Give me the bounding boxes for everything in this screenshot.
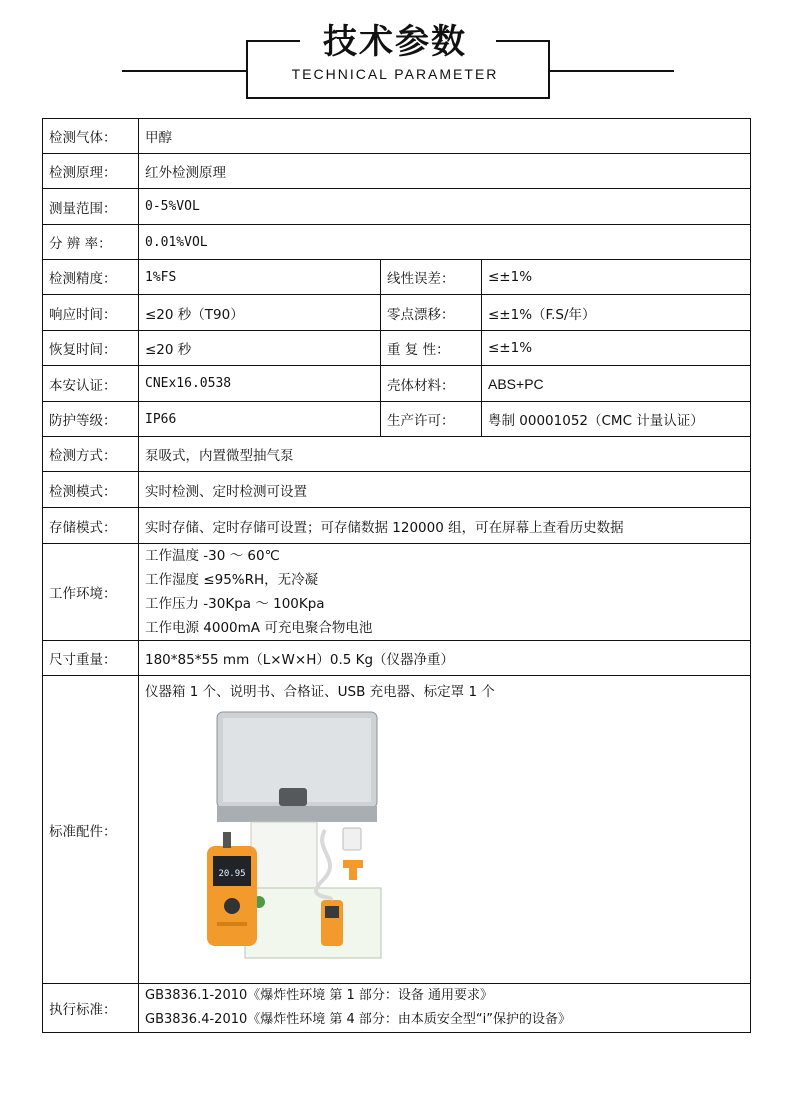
row-label: 响应时间： bbox=[43, 295, 139, 331]
frame-bottom bbox=[246, 97, 550, 99]
row-value: 0-5%VOL bbox=[139, 189, 751, 225]
row-value bbox=[139, 544, 751, 641]
row-value-2: ≤±1%（F.S/年） bbox=[482, 295, 751, 331]
row-label-2: 生产许可： bbox=[381, 402, 482, 437]
table-row bbox=[43, 508, 751, 544]
row-label: 分 辨 率： bbox=[43, 225, 139, 260]
detector-reading: 20.95 bbox=[218, 869, 246, 879]
row-value: ≤20 秒（T90） bbox=[139, 295, 381, 331]
table-row bbox=[43, 260, 751, 295]
row-value-2: ≤±1% bbox=[482, 331, 751, 366]
row-value: 甲醇 bbox=[139, 119, 751, 154]
table-row bbox=[43, 676, 751, 984]
page-subtitle: TECHNICAL PARAMETER bbox=[291, 66, 499, 82]
row-label: 检测精度： bbox=[43, 260, 139, 295]
standard-line: GB3836.4-2010《爆炸性环境 第 4 部分：由本质安全型“i”保护的设备》 bbox=[145, 1012, 572, 1027]
table-row bbox=[43, 641, 751, 676]
booklet-device-screen bbox=[325, 906, 339, 918]
row-value: 泵吸式，内置微型抽气泵 bbox=[139, 437, 751, 472]
row-label: 检测模式： bbox=[43, 472, 139, 508]
env-line: 工作电源 4000mA 可充电聚合物电池 bbox=[145, 620, 373, 636]
row-label: 测量范围： bbox=[43, 189, 139, 225]
spec-table bbox=[42, 118, 751, 1033]
env-line: 工作温度 -30 ～ 60℃ bbox=[145, 548, 280, 564]
row-value: CNEx16.0538 bbox=[139, 366, 381, 402]
row-label: 防护等级： bbox=[43, 402, 139, 437]
env-line: 工作压力 -30Kpa ～ 100Kpa bbox=[145, 596, 325, 612]
row-label: 标准配件： bbox=[43, 676, 139, 984]
row-value: 0.01%VOL bbox=[139, 225, 751, 260]
table-row bbox=[43, 225, 751, 260]
table-row bbox=[43, 295, 751, 331]
row-label: 检测方式： bbox=[43, 437, 139, 472]
row-label-2: 壳体材料： bbox=[381, 366, 482, 402]
row-value: 180*85*55 mm（L×W×H）0.5 Kg（仪器净重） bbox=[139, 641, 751, 676]
product-kit-image bbox=[203, 710, 503, 970]
env-line: 工作湿度 ≤95%RH，无冷凝 bbox=[145, 572, 319, 588]
table-row bbox=[43, 437, 751, 472]
row-label: 尺寸重量： bbox=[43, 641, 139, 676]
row-label: 存储模式： bbox=[43, 508, 139, 544]
row-label-2: 零点漂移： bbox=[381, 295, 482, 331]
page-title: 技术参数 bbox=[323, 22, 467, 62]
row-value-2: ABS+PC bbox=[482, 366, 751, 402]
table-row bbox=[43, 544, 751, 641]
table-row bbox=[43, 119, 751, 154]
row-label-2: 重 复 性： bbox=[381, 331, 482, 366]
row-value: IP66 bbox=[139, 402, 381, 437]
table-row bbox=[43, 402, 751, 437]
row-value: 实时检测、定时检测可设置 bbox=[139, 472, 751, 508]
table-row bbox=[43, 189, 751, 225]
detector-grille bbox=[217, 922, 247, 926]
row-label: 工作环境： bbox=[43, 544, 139, 641]
row-label: 本安认证： bbox=[43, 366, 139, 402]
usb-charger bbox=[343, 828, 361, 850]
row-value: 实时存储、定时存储可设置；可存储数据 120000 组，可在屏幕上查看历史数据 bbox=[139, 508, 751, 544]
case-handle bbox=[279, 788, 307, 806]
row-value-2: 粤制 00001052（CMC 计量认证） bbox=[482, 402, 751, 437]
row-value: ≤20 秒 bbox=[139, 331, 381, 366]
row-label: 执行标准： bbox=[43, 984, 139, 1033]
row-value: 红外检测原理 bbox=[139, 154, 751, 189]
row-value: 1%FS bbox=[139, 260, 381, 295]
detector-button bbox=[224, 898, 240, 914]
certificate-booklet bbox=[245, 888, 381, 958]
row-label-2: 线性误差： bbox=[381, 260, 482, 295]
row-value bbox=[139, 984, 751, 1033]
detector-sensor bbox=[223, 832, 231, 848]
row-value bbox=[139, 676, 751, 984]
row-label: 检测原理： bbox=[43, 154, 139, 189]
table-row bbox=[43, 984, 751, 1033]
table-row bbox=[43, 331, 751, 366]
row-value-2: ≤±1% bbox=[482, 260, 751, 295]
table-row bbox=[43, 154, 751, 189]
table-row bbox=[43, 472, 751, 508]
row-label: 恢复时间： bbox=[43, 331, 139, 366]
standard-line: GB3836.1-2010《爆炸性环境 第 1 部分：设备 通用要求》 bbox=[145, 988, 494, 1003]
accessories-text: 仪器箱 1 个、说明书、合格证、USB 充电器、标定罩 1 个 bbox=[145, 684, 495, 700]
page-header bbox=[0, 0, 790, 110]
calibration-cap-stem bbox=[349, 866, 357, 880]
accessories-photo bbox=[203, 710, 503, 970]
row-label: 检测气体： bbox=[43, 119, 139, 154]
table-row bbox=[43, 366, 751, 402]
case-bottom bbox=[217, 806, 377, 822]
